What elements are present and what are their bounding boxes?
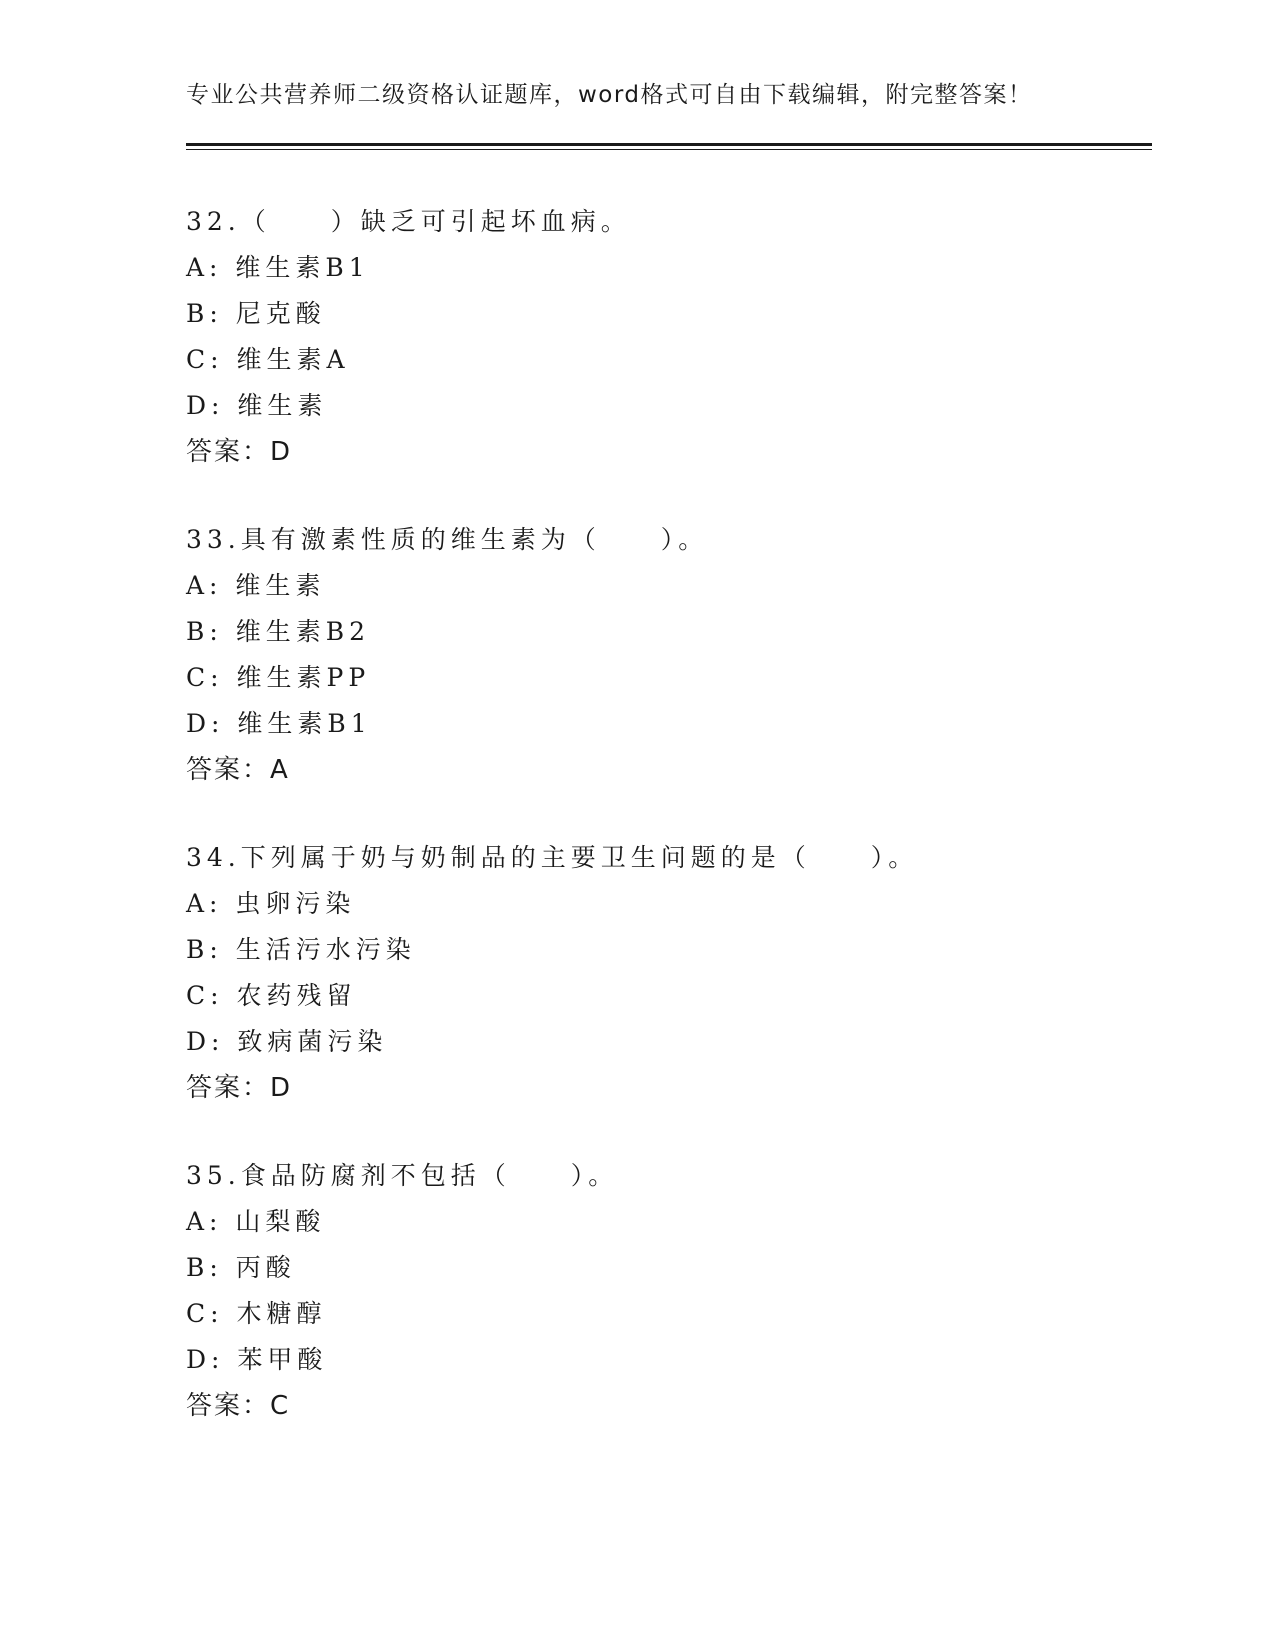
option-c: C: 维生素A [186, 345, 350, 374]
option-d: D: 维生素 [186, 391, 328, 420]
question-stem: 35.食品防腐剂不包括（ ）。 [186, 1161, 619, 1190]
option-b: B: 生活污水污染 [186, 935, 416, 964]
question-33 [186, 517, 708, 793]
question-32 [186, 199, 631, 475]
option-d: D: 苯甲酸 [186, 1345, 328, 1374]
question-stem: 34.下列属于奶与奶制品的主要卫生问题的是（ ）。 [186, 843, 919, 872]
question-stem: 33.具有激素性质的维生素为（ ）。 [186, 525, 709, 554]
page-header: 专业公共营养师二级资格认证题库，word格式可自由下载编辑，附完整答案！ [186, 82, 1033, 108]
option-b: B: 维生素B2 [186, 617, 371, 646]
option-c: C: 木糖醇 [186, 1299, 327, 1328]
header-rule-thin [186, 149, 1152, 150]
option-a: A: 维生素 [186, 571, 326, 600]
question-35 [186, 1153, 618, 1429]
answer-line: 答案：A [186, 755, 290, 785]
option-d: D: 维生素B1 [186, 709, 372, 738]
option-a: A: 山梨酸 [186, 1207, 326, 1236]
option-a: A: 虫卵污染 [186, 889, 356, 918]
option-c: C: 维生素PP [186, 663, 371, 692]
option-b: B: 丙酸 [186, 1253, 296, 1282]
answer-line: 答案：C [186, 1391, 291, 1421]
answer-line: 答案：D [186, 1073, 293, 1103]
question-34 [186, 835, 918, 1111]
question-stem: 32.（ ）缺乏可引起坏血病。 [186, 207, 631, 236]
header-rule-thick [186, 143, 1152, 146]
option-c: C: 农药残留 [186, 981, 357, 1010]
option-d: D: 致病菌污染 [186, 1027, 388, 1056]
option-a: A: 维生素B1 [186, 253, 370, 282]
option-b: B: 尼克酸 [186, 299, 326, 328]
answer-line: 答案：D [186, 437, 293, 467]
